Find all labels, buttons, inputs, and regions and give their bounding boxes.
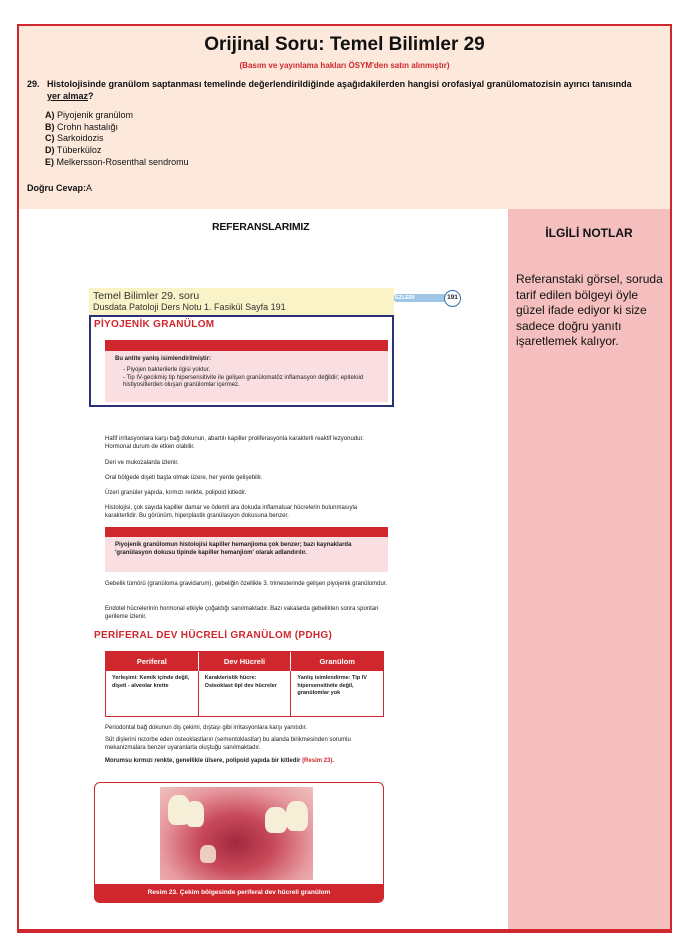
warning-box: Bu antite yanlış isimlendirilmiştir: - Piyojen bakterilerle ilgisi yoktur. - Tip IV-gecikmiş tip hipersensitivite ile gelişen granülomatöz inflamasyon değildir; epiteloid histiyositlerden oluşan granülomlar içermez. [105,340,388,402]
book-paragraph: Periodontal bağ dokunun diş çekimi, dıştaşı gibi irritasyonlara karşı yanıtıdır. [105,725,308,731]
heading-pdhg: PERİFERAL DEV HÜCRELİ GRANÜLOM (PDHG) [94,630,333,641]
answer-options [45,110,189,169]
book-paragraph: Gebelik tümörü (granüloma gravidarum), gebeliğin özellikle 3. trimesterinde gelişen piyojenik granülomdur. [105,581,388,587]
book-paragraph: Endotel hücrelerinin hormonal etkiyle çoğaldığı sanılmaktadır. Bazı vakalarda gebelikten sonra spontan gerileme izlenir. [105,606,379,620]
option-e: E) Melkersson-Rosenthal sendromu [45,156,189,167]
bottom-border [17,929,672,933]
table-row: Yerleşimi: Kemik içinde değil, dişeti - alveolar krette Karakteristik hücre: Osteoklast tipi dev hücreler Yanlış isimlendirme: Tip IV hipersensitivite değil, granülomlar yok [106,671,383,717]
chapter-tab: EZLERİ [393,294,447,302]
question-body: Histolojisinde granülom saptanması temelinde değerlendirildiğinde aşağıdakilerden hangisi orofasiyal granülomatozisin ayırıcı tanısında yer almaz? [47,79,632,101]
reference-label: Temel Bilimler 29. soru Dusdata Patoloji Ders Notu 1. Fasikül Sayfa 191 [89,288,394,317]
figure-box [94,782,384,903]
question-panel [19,26,670,209]
note-box: Piyojenik granülomun histolojisi kapiller hemanjioma çok benzer; bazı kaynaklarda 'granülasyon dokusu tipinde kapiller hemanjiom' olarak adlandırılır. [105,527,388,572]
option-d: D) Tüberküloz [45,145,102,156]
pdhg-table [105,651,384,717]
page-frame [17,24,672,932]
copyright-subtitle: (Basım ve yayınlama hakları ÖSYM'den satın alınmıştır) [239,61,450,70]
book-paragraph: Hafif irritasyonlara karşı bağ dokunun, abartılı kapiller proliferasyonla karakterli reaktif lezyonudur. Hormonal durum de etken olabilir. [105,436,364,450]
underlined-phrase: yer almaz [47,91,89,101]
notes-text: Referanstaki görsel, soruda tarif edilen bölgeyi öyle güzel ifade ediyor ki size sadece doğru yanıtı işaretlemek kalıyor. [516,272,663,348]
figure-caption: Resim 23. Çekim bölgesinde periferal dev hücreli granülom [94,884,384,902]
book-paragraph: Deri ve mukozalarda izlenir. [105,460,179,466]
notes-panel [508,209,670,932]
correct-answer: Doğru Cevap:A [27,183,93,193]
option-b: B) Crohn hastalığı [45,121,119,132]
option-c: C) Sarkoidozis [45,133,104,144]
heading-piyojenik: PİYOJENİK GRANÜLOM [94,319,215,330]
book-paragraph: Süt dişlerini rezorbe eden osteoklastların (sementoklastlar) bu alanda birikmesinden sorumlu mekanizmalara benzer uyaranlarla oluştuğu sanılmaktadır. [105,737,351,751]
page-number-badge: 191 [444,290,461,307]
book-paragraph: Morumsu kırmızı renkte, genellikle ülsere, polipoid yapıda bir kitledir (Resim 23). [105,758,335,764]
notes-title: İLGİLİ NOTLAR [545,226,633,240]
page-title: Orijinal Soru: Temel Bilimler 29 [204,34,485,55]
book-paragraph: Oral bölgede dişeti başta olmak üzere, her yerde gelişebilir. [105,475,263,481]
question-text [27,78,647,102]
book-paragraph: Histolojisi, çok sayıda kapiller damar ve ödemli ara dokuda inflamatuar hücrelerin bulunmasıyla karakterlidir. Bu görünüm, hiperplastik granülasyon dokusuna benzer. [105,505,358,519]
book-paragraph: Üzeri granüler yapıda, kırmızı renkte, polipoid kitledir. [105,490,247,496]
clinical-photo [160,787,313,880]
option-a: A) Piyojenik granülom [45,110,134,120]
table-header: Periferal Dev Hücreli Granülom [106,652,383,671]
references-title: REFERANSLARIMIZ [212,221,310,233]
reference-book-page [89,288,458,896]
question-number: 29. [27,79,40,89]
